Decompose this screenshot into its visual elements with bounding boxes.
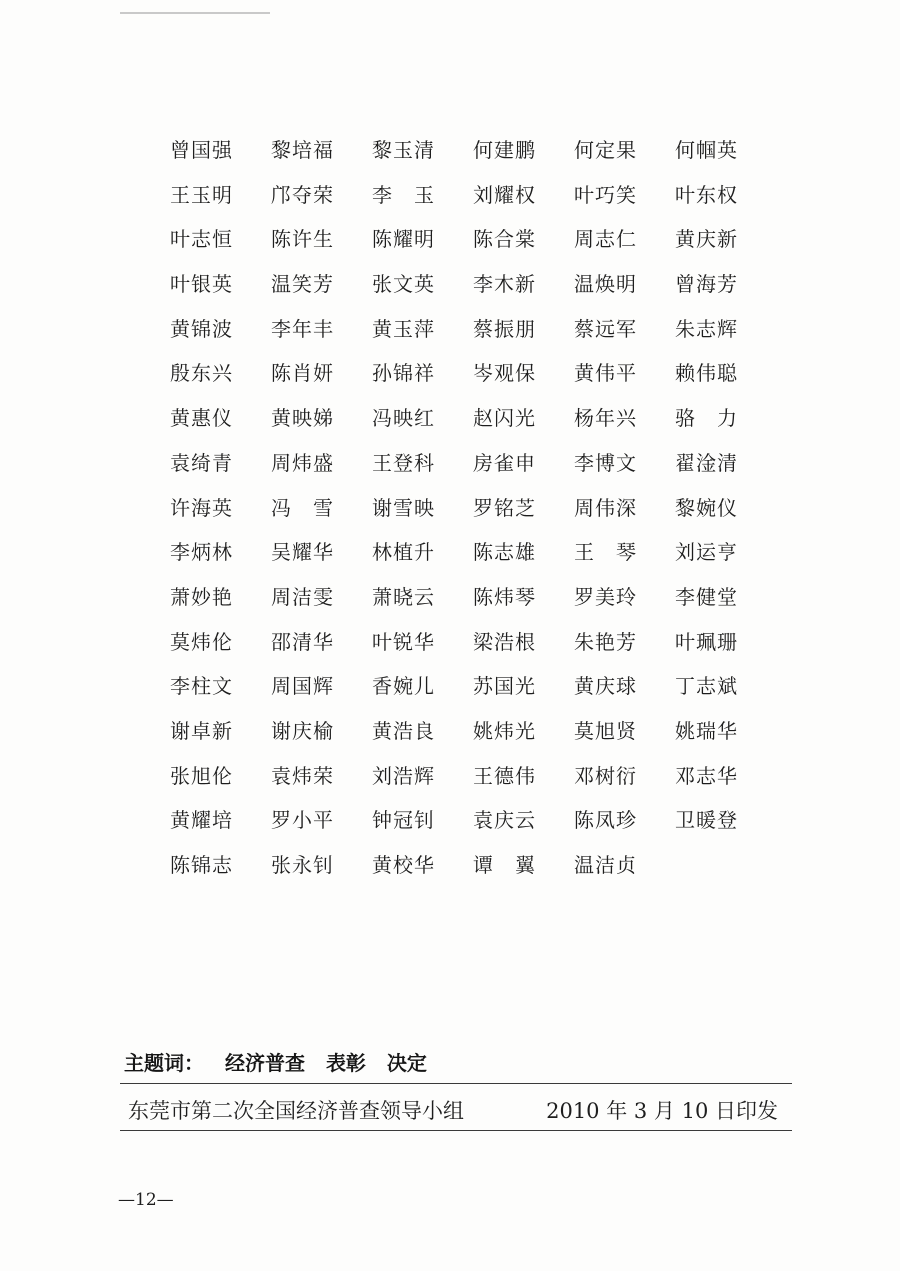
awardee-name: 林植升: [372, 540, 435, 565]
awardee-name: 刘浩辉: [372, 763, 435, 788]
awardee-name: 姚炜光: [473, 718, 536, 743]
awardee-name: 骆 力: [675, 406, 738, 431]
issuing-authority: 东莞市第二次全国经济普查领导小组: [128, 1099, 464, 1123]
awardee-name: 叶银英: [170, 272, 233, 297]
awardee-name: 黄庆新: [675, 227, 738, 252]
footer-bottom-rule: [120, 1130, 792, 1131]
awardee-name: 温焕明: [574, 272, 637, 297]
awardee-name: 王玉明: [170, 182, 233, 207]
awardee-name: 朱艳芳: [574, 629, 637, 654]
awardee-name: 杨年兴: [574, 406, 637, 431]
awardee-name: 莫旭贤: [574, 718, 637, 743]
awardee-name: 温洁贞: [574, 853, 637, 877]
awardee-name: 李健堂: [675, 584, 738, 609]
awardee-name: 叶东权: [675, 182, 738, 207]
footer-top-rule: [120, 1083, 792, 1084]
awardee-name: 吴耀华: [271, 540, 334, 565]
awardee-name: 黄锦波: [170, 316, 233, 341]
awardee-name: 陈许生: [271, 227, 334, 252]
awardee-name: 何帼英: [675, 138, 738, 162]
awardee-name: 张旭伦: [170, 763, 233, 788]
awardee-name: 叶锐华: [372, 629, 435, 654]
awardee-name: 卫暖登: [675, 808, 738, 833]
issuer-line: [128, 1095, 778, 1125]
awardee-name: 翟淦清: [675, 450, 738, 475]
awardee-name: 姚瑞华: [675, 718, 738, 743]
issue-date: 2010 年 3 月 10 日印发: [546, 1099, 778, 1123]
awardee-name: 张文英: [372, 272, 435, 297]
subject-keywords-line: [124, 1047, 427, 1076]
awardee-name: 殷东兴: [170, 361, 233, 386]
awardee-name: 谢卓新: [170, 718, 233, 743]
keyword-economic-census: 经济普查: [224, 1051, 305, 1075]
awardee-name: 萧妙艳: [170, 584, 233, 609]
awardee-name: 朱志辉: [675, 316, 738, 341]
awardee-name: 邓志华: [675, 763, 738, 788]
awardee-name: 谭 翼: [473, 853, 536, 877]
awardee-name: 黄映娣: [271, 406, 334, 431]
awardee-name: 黄玉萍: [372, 316, 435, 341]
awardee-name: 刘耀权: [473, 182, 536, 207]
awardee-name: 王登科: [372, 450, 435, 475]
awardee-name: 罗美玲: [574, 584, 637, 609]
awardee-name: 陈肖妍: [271, 361, 334, 386]
awardee-name: 莫炜伦: [170, 629, 233, 654]
awardee-name: 邓树衍: [574, 763, 637, 788]
awardee-name: 周伟深: [574, 495, 637, 520]
awardee-name: 周志仁: [574, 227, 637, 252]
page-number: —12—: [118, 1190, 174, 1210]
awardee-name: 张永钊: [271, 853, 334, 877]
awardee-name: 黄校华: [372, 853, 435, 877]
keyword-decision: 决定: [386, 1051, 427, 1075]
awardee-name: 钟冠钊: [372, 808, 435, 833]
awardee-name: 何建鹏: [473, 138, 536, 162]
awardee-name: 李柱文: [170, 674, 233, 699]
awardee-name-grid: [170, 128, 780, 888]
awardee-name: 谢雪映: [372, 495, 435, 520]
awardee-name: 陈凤珍: [574, 808, 637, 833]
awardee-name: 李年丰: [271, 316, 334, 341]
awardee-name: 李炳林: [170, 540, 233, 565]
awardee-name: 周国辉: [271, 674, 334, 699]
awardee-name: 黎婉仪: [675, 495, 738, 520]
awardee-name: 陈志雄: [473, 540, 536, 565]
awardee-name: 曾海芳: [675, 272, 738, 297]
awardee-name: 袁绮青: [170, 450, 233, 475]
awardee-name: 李博文: [574, 450, 637, 475]
awardee-name: 叶志恒: [170, 227, 233, 252]
awardee-name: 孙锦祥: [372, 361, 435, 386]
awardee-name: 谢庆榆: [271, 718, 334, 743]
awardee-name: 李 玉: [372, 182, 435, 207]
awardee-name: 岑观保: [473, 361, 536, 386]
awardee-name: 何定果: [574, 138, 637, 162]
awardee-name: 陈合棠: [473, 227, 536, 252]
header-rule: [120, 12, 270, 14]
awardee-name: 罗小平: [271, 808, 334, 833]
awardee-name: 丁志斌: [675, 674, 738, 699]
awardee-name: 蔡远军: [574, 316, 637, 341]
awardee-name: 周洁雯: [271, 584, 334, 609]
awardee-name: 黄庆球: [574, 674, 637, 699]
keyword-commendation: 表彰: [325, 1051, 366, 1075]
subject-label: 主题词：: [124, 1051, 204, 1075]
awardee-name: 蔡振朋: [473, 316, 536, 341]
awardee-name: 曾国强: [170, 138, 233, 162]
awardee-name: 袁炜荣: [271, 763, 334, 788]
awardee-name: 黄伟平: [574, 361, 637, 386]
awardee-name: 黄耀培: [170, 808, 233, 833]
awardee-name: 黄惠仪: [170, 406, 233, 431]
awardee-name: 赖伟聪: [675, 361, 738, 386]
awardee-name: 房雀申: [473, 450, 536, 475]
awardee-name: 赵闪光: [473, 406, 536, 431]
awardee-name: 刘运亨: [675, 540, 738, 565]
awardee-name: 周炜盛: [271, 450, 334, 475]
awardee-name: 罗铭芝: [473, 495, 536, 520]
awardee-name: 黎玉清: [372, 138, 435, 162]
awardee-name: 李木新: [473, 272, 536, 297]
awardee-name: 王 琴: [574, 540, 637, 565]
awardee-name: 黄浩良: [372, 718, 435, 743]
awardee-name: 袁庆云: [473, 808, 536, 833]
awardee-name: 陈炜琴: [473, 584, 536, 609]
awardee-name: 陈耀明: [372, 227, 435, 252]
awardee-name: 梁浩根: [473, 629, 536, 654]
awardee-name: 冯 雪: [271, 495, 334, 520]
awardee-name: 叶珮珊: [675, 629, 738, 654]
awardee-name: 黎培福: [271, 138, 334, 162]
awardee-name: 叶巧笑: [574, 182, 637, 207]
awardee-name: 邝夺荣: [271, 182, 334, 207]
awardee-name: 许海英: [170, 495, 233, 520]
awardee-name: 香婉儿: [372, 674, 435, 699]
awardee-name: 苏国光: [473, 674, 536, 699]
awardee-name: 陈锦志: [170, 853, 233, 877]
awardee-name: 王德伟: [473, 763, 536, 788]
awardee-name: 萧晓云: [372, 584, 435, 609]
awardee-name: 温笑芳: [271, 272, 334, 297]
awardee-name: 冯映红: [372, 406, 435, 431]
awardee-name: 邵清华: [271, 629, 334, 654]
